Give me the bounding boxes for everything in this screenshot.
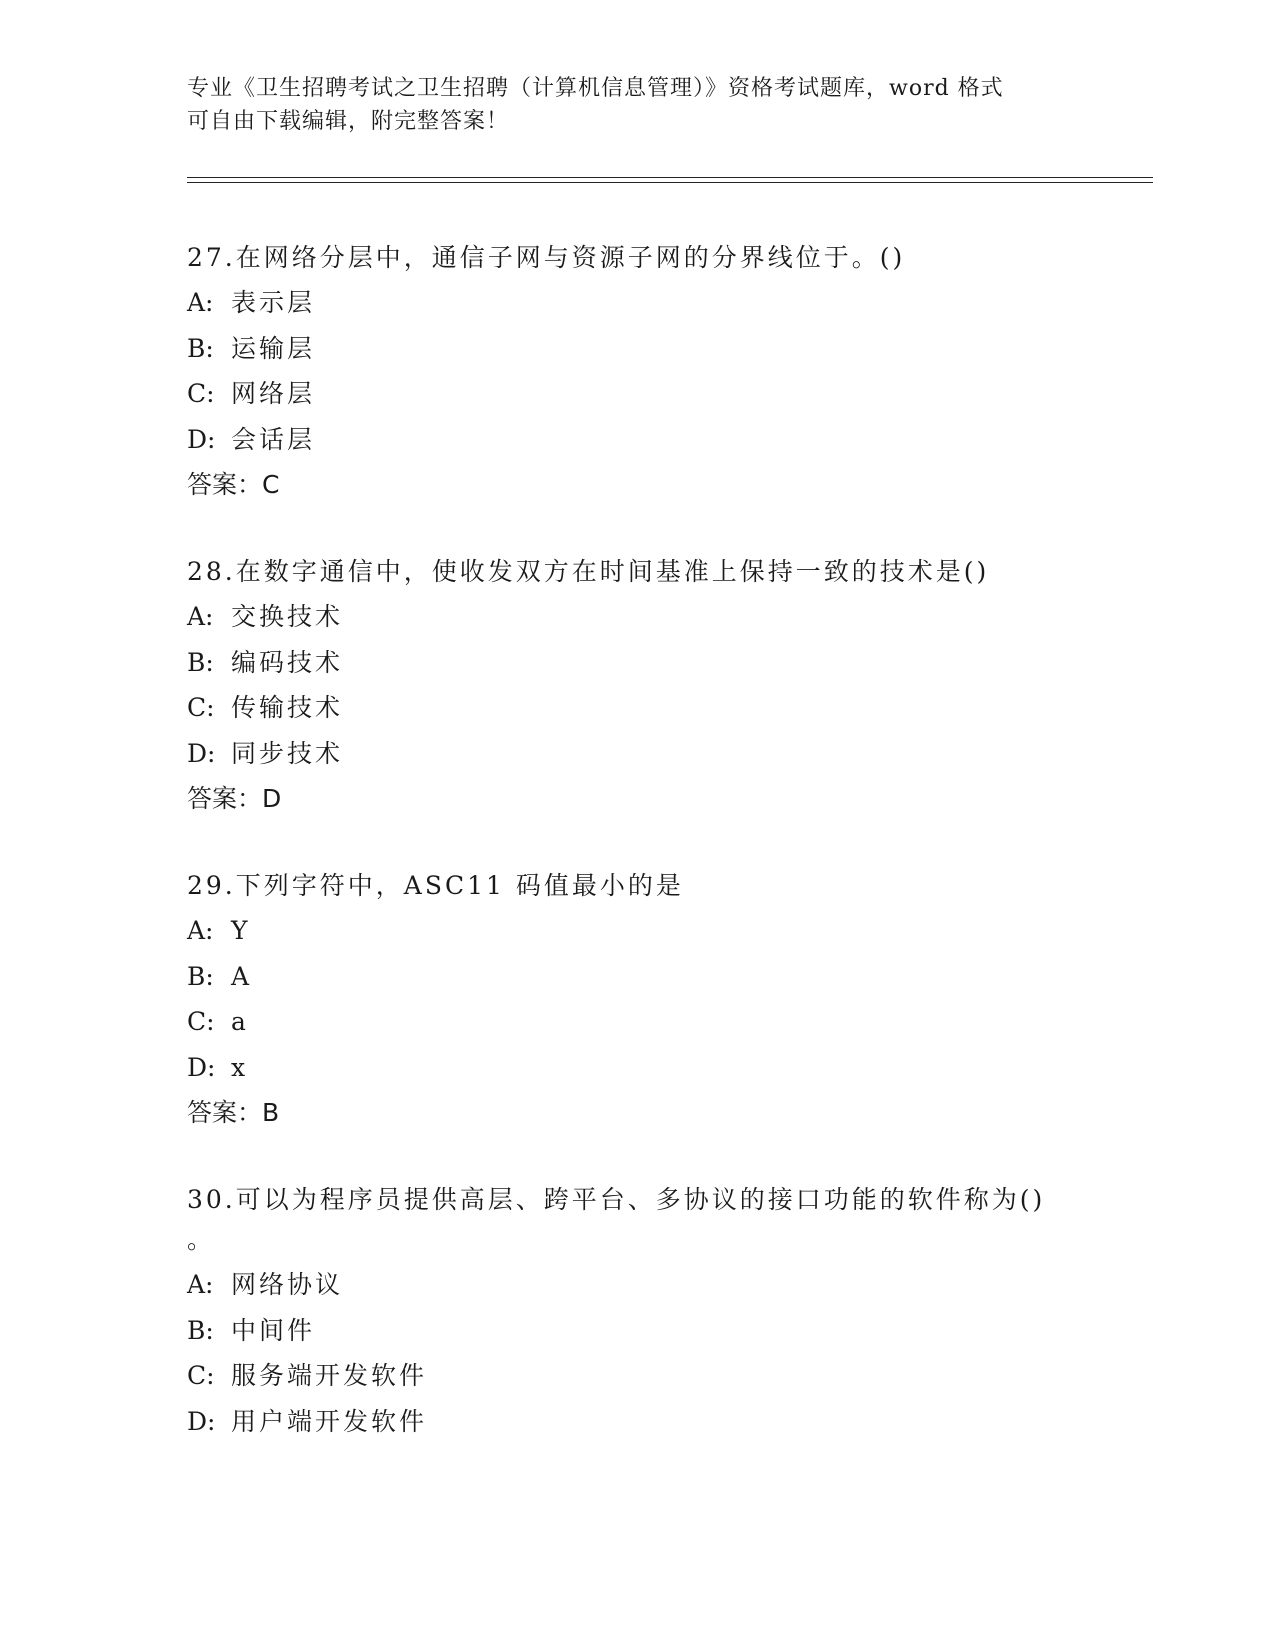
header-divider-bottom	[187, 182, 1153, 183]
answer: 答案：C	[187, 470, 280, 499]
option-key: C:	[187, 1007, 215, 1036]
option-d	[187, 1045, 1087, 1091]
option-text: 用户端开发软件	[231, 1406, 428, 1436]
question-stem: 28.在数字通信中，使收发双方在时间基准上保持一致的技术是()	[187, 557, 990, 586]
question-29	[187, 864, 1087, 1135]
option-key: D:	[187, 1052, 216, 1082]
option-text: 传输技术	[231, 693, 344, 722]
option-text: 同步技术	[231, 738, 344, 768]
option-text: 运输层	[231, 333, 316, 363]
question-27	[187, 236, 1087, 507]
option-d	[187, 417, 1087, 463]
option-key: C:	[187, 379, 215, 408]
option-text: 服务端开发软件	[231, 1361, 428, 1390]
option-text: a	[231, 1007, 249, 1036]
question-stem-continuation: 。	[187, 1225, 213, 1254]
option-key: C:	[187, 693, 215, 722]
option-text: x	[231, 1052, 249, 1082]
option-text: 交换技术	[231, 602, 344, 631]
option-text: A	[231, 961, 253, 991]
option-key: A:	[187, 916, 214, 945]
option-text: 编码技术	[231, 647, 344, 677]
question-stem: 27.在网络分层中，通信子网与资源子网的分界线位于。()	[187, 243, 906, 272]
option-d	[187, 1399, 1087, 1445]
option-b	[187, 326, 1087, 372]
question-28	[187, 550, 1087, 821]
option-b	[187, 640, 1087, 686]
option-text: 网络协议	[231, 1270, 344, 1299]
option-key: B:	[187, 647, 214, 677]
header-line-1: 专业《卫生招聘考试之卫生招聘（计算机信息管理）》资格考试题库，word 格式	[187, 76, 1004, 101]
option-c	[187, 685, 1087, 731]
option-text: 网络层	[231, 379, 316, 408]
option-b	[187, 1308, 1087, 1354]
option-key: D:	[187, 1406, 216, 1436]
option-a	[187, 1262, 1087, 1308]
option-c	[187, 999, 1087, 1045]
option-text: 表示层	[231, 288, 316, 317]
question-stem: 29.下列字符中，ASC11 码值最小的是	[187, 871, 684, 900]
option-key: D:	[187, 738, 216, 768]
option-text: Y	[231, 916, 251, 945]
question-30	[187, 1178, 1087, 1444]
option-text: 中间件	[231, 1315, 316, 1345]
option-c	[187, 371, 1087, 417]
option-key: A:	[187, 288, 214, 317]
answer: 答案：D	[187, 784, 282, 813]
option-key: B:	[187, 333, 214, 363]
option-key: A:	[187, 1270, 214, 1299]
answer: 答案：B	[187, 1098, 280, 1127]
option-key: D:	[187, 424, 216, 454]
question-stem: 30.可以为程序员提供高层、跨平台、多协议的接口功能的软件称为()	[187, 1185, 1046, 1214]
header-line-2: 可自由下载编辑，附完整答案！	[187, 109, 510, 134]
option-key: C:	[187, 1361, 215, 1390]
option-key: A:	[187, 602, 214, 631]
document-header	[187, 72, 1067, 138]
option-c	[187, 1353, 1087, 1399]
option-key: B:	[187, 961, 214, 991]
option-key: B:	[187, 1315, 214, 1345]
option-text: 会话层	[231, 424, 316, 454]
option-a	[187, 908, 1087, 954]
option-b	[187, 954, 1087, 1000]
option-d	[187, 731, 1087, 777]
option-a	[187, 280, 1087, 326]
header-divider-top	[187, 177, 1153, 178]
question-list	[187, 236, 1087, 1487]
option-a	[187, 594, 1087, 640]
